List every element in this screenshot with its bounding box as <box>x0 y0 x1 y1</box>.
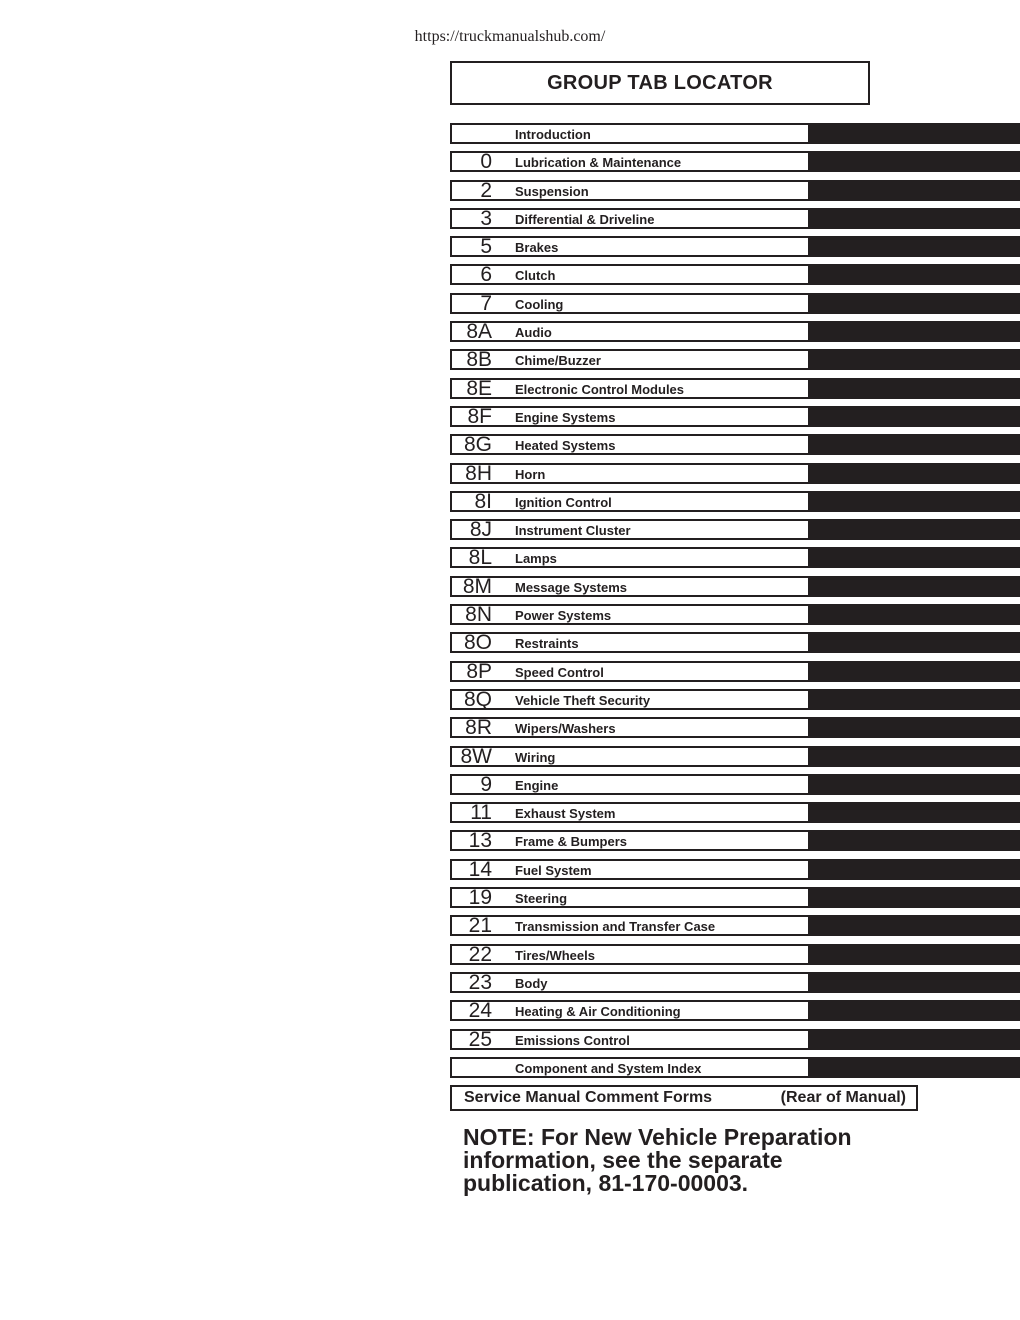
tab-label-box <box>450 519 810 540</box>
tab-group-number: 8A <box>466 320 492 344</box>
tab-group-number: 8N <box>465 603 492 627</box>
black-edge-tab[interactable] <box>810 463 1020 484</box>
black-edge-tab[interactable] <box>810 774 1020 795</box>
tab-group-number: 8I <box>474 489 492 513</box>
tab-group-number: 8J <box>469 518 492 542</box>
tab-row[interactable] <box>450 264 1020 292</box>
tab-group-label: Heated Systems <box>515 438 616 454</box>
tab-row[interactable] <box>450 746 1020 774</box>
black-edge-tab[interactable] <box>810 689 1020 710</box>
black-edge-tab[interactable] <box>810 1000 1020 1021</box>
black-edge-tab[interactable] <box>810 830 1020 851</box>
tab-row[interactable] <box>450 151 1020 179</box>
tab-group-label: Engine <box>515 777 559 793</box>
black-edge-tab[interactable] <box>810 915 1020 936</box>
black-edge-tab[interactable] <box>810 180 1020 201</box>
black-edge-tab[interactable] <box>810 491 1020 512</box>
tab-group-number: 11 <box>470 801 492 825</box>
tab-group-label: Tires/Wheels <box>515 947 595 963</box>
comment-forms-box <box>450 1085 918 1111</box>
tab-group-label: Speed Control <box>515 664 604 680</box>
preparation-note: NOTE: For New Vehicle Preparation information, see the separate publication, 81-170-00003. <box>463 1124 852 1196</box>
tab-row[interactable] <box>450 1000 1020 1028</box>
tab-row[interactable] <box>450 180 1020 208</box>
tab-label-box <box>450 123 810 144</box>
tab-group-label: Lubrication & Maintenance <box>515 155 682 171</box>
tab-group-label: Electronic Control Modules <box>515 381 685 397</box>
black-edge-tab[interactable] <box>810 944 1020 965</box>
black-edge-tab[interactable] <box>810 264 1020 285</box>
tab-group-label: Steering <box>515 891 568 907</box>
tab-group-number: 3 <box>480 206 492 230</box>
tab-label-box <box>450 547 810 568</box>
tab-label-box <box>450 774 810 795</box>
tab-group-label: Emissions Control <box>515 1032 630 1048</box>
tab-row[interactable] <box>450 378 1020 406</box>
tab-row[interactable] <box>450 944 1020 972</box>
tab-group-number: 7 <box>480 291 492 315</box>
tab-group-number: 22 <box>468 942 492 966</box>
tab-row[interactable] <box>450 463 1020 491</box>
black-edge-tab[interactable] <box>810 208 1020 229</box>
tab-label-box <box>450 604 810 625</box>
black-edge-tab[interactable] <box>810 349 1020 370</box>
tab-group-label: Introduction <box>515 127 591 142</box>
tab-row[interactable] <box>450 887 1020 915</box>
tab-group-number: 8G <box>463 433 492 457</box>
tab-group-label: Chime/Buzzer <box>515 353 601 369</box>
tab-row[interactable] <box>450 774 1020 802</box>
tab-row[interactable] <box>450 236 1020 264</box>
black-edge-tab[interactable] <box>810 632 1020 653</box>
tab-label-box <box>450 632 810 653</box>
tab-group-label: Lamps <box>515 551 557 567</box>
tab-label-box <box>450 1057 810 1078</box>
tab-label-box <box>450 406 810 427</box>
tab-row[interactable] <box>450 689 1020 717</box>
tab-row[interactable] <box>450 406 1020 434</box>
tab-group-number: 13 <box>468 829 492 853</box>
tab-group-label: Message Systems <box>515 579 628 595</box>
tab-row[interactable] <box>450 717 1020 745</box>
source-url: https://truckmanualshub.com/ <box>414 28 606 45</box>
tab-label-box <box>450 661 810 682</box>
tab-group-label: Frame & Bumpers <box>515 834 627 850</box>
black-edge-tab[interactable] <box>810 378 1020 399</box>
tab-group-number: 25 <box>468 1027 492 1051</box>
tab-group-number: 2 <box>480 178 492 202</box>
tab-label-box <box>450 1000 810 1021</box>
tab-group-label: Restraints <box>515 636 579 652</box>
black-edge-tab[interactable] <box>810 1029 1020 1050</box>
tab-label-box <box>450 1029 810 1050</box>
tab-row[interactable] <box>450 321 1020 349</box>
tab-row[interactable] <box>450 972 1020 1000</box>
tab-group-number: 5 <box>480 235 492 259</box>
tab-group-number: 6 <box>480 263 492 287</box>
tab-group-label: Vehicle Theft Security <box>515 692 651 708</box>
tab-row[interactable] <box>450 1029 1020 1057</box>
tab-row[interactable] <box>450 208 1020 236</box>
tab-label-box <box>450 293 810 314</box>
black-edge-tab[interactable] <box>810 887 1020 908</box>
tab-row[interactable] <box>450 349 1020 377</box>
tab-group-label: Transmission and Transfer Case <box>515 919 716 935</box>
comment-forms-label: Service Manual Comment Forms <box>464 1089 713 1106</box>
black-edge-tab[interactable] <box>810 802 1020 823</box>
tab-label-box <box>450 887 810 908</box>
tab-group-number: 24 <box>468 999 492 1023</box>
tab-row[interactable] <box>450 576 1020 604</box>
tab-group-number: 8E <box>466 376 492 400</box>
tab-label-box <box>450 434 810 455</box>
tab-row[interactable] <box>450 802 1020 830</box>
black-edge-tab[interactable] <box>810 293 1020 314</box>
tab-group-label: Power Systems <box>515 608 612 624</box>
black-edge-tab[interactable] <box>810 972 1020 993</box>
tab-group-label: Suspension <box>515 183 589 199</box>
tab-row[interactable] <box>450 830 1020 858</box>
black-edge-tab[interactable] <box>810 236 1020 257</box>
tab-group-label: Cooling <box>515 296 564 312</box>
tab-group-number: 8P <box>466 659 492 683</box>
tab-group-label: Wiring <box>515 749 556 765</box>
tab-group-number: 8H <box>465 461 492 485</box>
tab-group-number: 8R <box>465 716 492 740</box>
tab-group-label: Instrument Cluster <box>515 523 631 539</box>
tab-group-label: Differential & Driveline <box>515 211 655 227</box>
tab-label-box <box>450 972 810 993</box>
tab-label-box <box>450 746 810 767</box>
tab-row[interactable] <box>450 293 1020 321</box>
tab-group-number: 23 <box>468 970 492 994</box>
black-edge-tab[interactable] <box>810 321 1020 342</box>
tab-group-number: 8W <box>460 744 492 768</box>
tab-label-box <box>450 944 810 965</box>
tab-row[interactable] <box>450 519 1020 547</box>
black-edge-tab[interactable] <box>810 746 1020 767</box>
black-edge-tab[interactable] <box>810 661 1020 682</box>
tab-group-number: 8F <box>467 404 492 428</box>
tab-group-label: Audio <box>515 325 552 341</box>
tab-group-number: 9 <box>480 772 492 796</box>
tab-label-box <box>450 180 810 201</box>
tab-group-number: 19 <box>468 886 492 910</box>
tab-group-label: Fuel System <box>515 862 592 878</box>
black-edge-tab[interactable] <box>810 151 1020 172</box>
tab-label-box <box>450 378 810 399</box>
tab-label-box <box>450 463 810 484</box>
tab-row[interactable] <box>450 604 1020 632</box>
tab-label-box <box>450 915 810 936</box>
tab-group-label: Heating & Air Conditioning <box>515 1004 681 1020</box>
black-edge-tab[interactable] <box>810 859 1020 880</box>
tab-row[interactable] <box>450 661 1020 689</box>
black-edge-tab[interactable] <box>810 519 1020 540</box>
tab-label-box <box>450 802 810 823</box>
tab-group-number: 8O <box>463 631 492 655</box>
tab-label-box <box>450 830 810 851</box>
tab-group-number: 8Q <box>463 687 492 711</box>
tab-list <box>450 123 1020 1085</box>
tab-label-box <box>450 321 810 342</box>
comment-forms-location: (Rear of Manual) <box>780 1089 906 1106</box>
tab-group-label: Brakes <box>515 240 559 256</box>
tab-label-box <box>450 151 810 172</box>
black-edge-tab[interactable] <box>810 604 1020 625</box>
tab-label-box <box>450 576 810 597</box>
tab-group-label: Body <box>515 975 548 991</box>
tab-group-number: 8L <box>468 546 492 570</box>
tab-group-label: Clutch <box>515 268 556 284</box>
tab-row[interactable] <box>450 491 1020 519</box>
tab-group-label: Exhaust System <box>515 806 616 822</box>
tab-group-label: Ignition Control <box>515 494 612 510</box>
black-edge-tab[interactable] <box>810 576 1020 597</box>
tab-group-number: 21 <box>468 914 492 938</box>
tab-row[interactable] <box>450 859 1020 887</box>
tab-label-box <box>450 349 810 370</box>
tab-group-number: 0 <box>480 150 492 174</box>
tab-label-box <box>450 689 810 710</box>
black-edge-tab[interactable] <box>810 717 1020 738</box>
tab-group-label: Horn <box>515 466 546 482</box>
tab-label-box <box>450 208 810 229</box>
tab-row[interactable] <box>450 123 1020 151</box>
tab-group-number: 8M <box>462 574 492 598</box>
black-edge-tab[interactable] <box>810 123 1020 144</box>
black-edge-tab[interactable] <box>810 406 1020 427</box>
tab-group-number: 8B <box>466 348 492 372</box>
tab-group-label: Component and System Index <box>515 1060 702 1076</box>
tab-row[interactable] <box>450 632 1020 660</box>
tab-label-box <box>450 859 810 880</box>
tab-label-box <box>450 236 810 257</box>
black-edge-tab[interactable] <box>810 434 1020 455</box>
tab-label-box <box>450 717 810 738</box>
black-edge-tab[interactable] <box>810 1057 1020 1078</box>
black-edge-tab[interactable] <box>810 547 1020 568</box>
group-tab-locator-title: GROUP TAB LOCATOR <box>450 61 870 105</box>
tab-label-box <box>450 491 810 512</box>
tab-row[interactable] <box>450 915 1020 943</box>
tab-group-number: 14 <box>468 857 492 881</box>
tab-group-label: Wipers/Washers <box>515 721 616 737</box>
tab-group-label: Engine Systems <box>515 409 616 425</box>
tab-row[interactable] <box>450 434 1020 462</box>
tab-row[interactable] <box>450 1057 1020 1085</box>
tab-row[interactable] <box>450 547 1020 575</box>
tab-label-box <box>450 264 810 285</box>
